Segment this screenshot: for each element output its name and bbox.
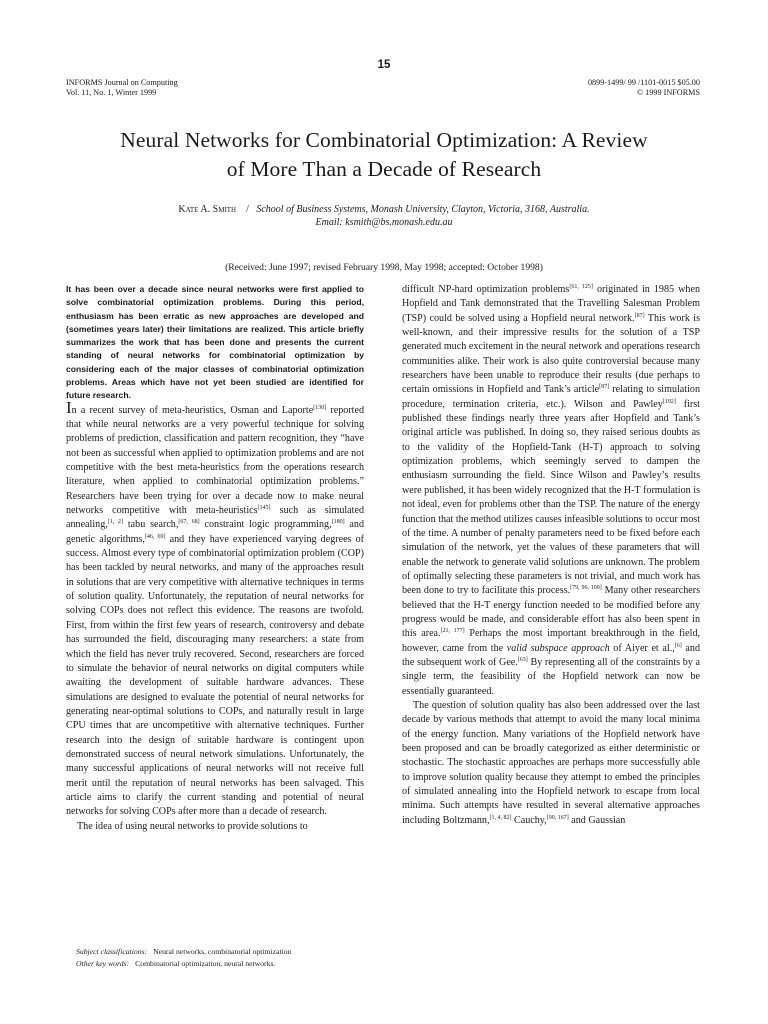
right-column	[402, 283, 700, 828]
citation: [79, 96, 109]	[570, 585, 602, 592]
author-separator: /	[246, 204, 249, 215]
article-title	[40, 126, 728, 184]
keywords-label: Other key words:	[76, 958, 130, 968]
journal-volume: Vol. 11, No. 1, Winter 1999	[66, 88, 157, 98]
citation: [21, 177]	[440, 628, 465, 635]
issn: 0899-1499/ 99 /1101-0015 $05.00	[587, 78, 700, 87]
citation: [192]	[662, 398, 676, 405]
citation: [180]	[331, 519, 345, 526]
drop-cap: I	[66, 397, 72, 417]
title-line-2: of More Than a Decade of Research	[226, 157, 542, 181]
keywords-value: Combinatorial optimization, neural networks.	[135, 958, 276, 968]
left-column	[66, 283, 364, 834]
emphasis: valid subspace approach	[506, 642, 610, 654]
citation: [61, 125]	[569, 284, 593, 290]
copyright-header	[588, 78, 700, 98]
citation: [1, 2]	[107, 519, 124, 526]
citation: [130]	[313, 404, 327, 411]
body-paragraph: The idea of using neural networks to provide solutions to	[77, 820, 308, 832]
page-number: 15	[377, 59, 391, 71]
intro-paragraph: In a recent survey of meta-heuristics, Osman and Laporte[130] reported that while neural networks are a very powerful technique for solving problems of prediction, classification and pattern recognition, they “have not been as successful when applied to optimization problems and are not competitive with the best meta-heuristics from the operations research literature, when applied to combinatorial optimization problems.” Researchers have been trying for over a decade now to make neural networks competitive with meta-heuristics[145] such as simulated annealing,[1, 2] tabu search,[67, 68] constraint logic programming,[180] and genetic algorithms,[46, 69] and they have experienced varying degrees of success. Almost every type of combinatorial optimization problem (COP) has been tackled by neural networks, and many of the approaches result in solutions that are very competitive with alternative techniques in terms of solution quality. Unfortunately, the reputation of neural networks for solving COPs does not reflect this evidence. The reasons are twofold. First, from within the first few years of research, controversy and debate has surrounded the field, discouraging many researchers: a state from which the field has never truly recovered. Second, researchers are forced to simulate the behavior of neural networks on digital computers while awaiting the development of suitable hardware advances. These simulations are designed to evaluate the potential of neural networks for generating near-optimal solutions to COPs, and naturally result in large CPU times that are uncompetitive with alternative techniques. Further research into the design of suitable hardware is contingent upon demonstrated success of neural network simulations. Unfortunately, the many successful applications of neural networks will not receive full merit until the reputation of neural networks has been salvaged. This article aims to clarify the current standing and potential of neural networks for solving COPs after more than a decade of research.	[66, 397, 365, 818]
subject-label: Subject classifications:	[76, 947, 148, 956]
author-block	[40, 203, 728, 229]
received-dates: (Received: June 1997; revised February 1998, May 1998; accepted: October 1998)	[225, 262, 543, 273]
author-email: Email: ksmith@bs.monash.edu.au	[315, 217, 453, 228]
abstract: It has been over a decade since neural networks were first applied to solve combinatorial optimization problems. During this period, enthusiasm has been erratic as new approaches are developed and (sometimes years later) their limitations are realized. This article briefly summarizes the work that has been done and presents the current standing of neural networks for combinatorial optimization by considering each of the major classes of combinatorial optimization problems. Areas which have not yet been studied are identified for future research.	[66, 284, 364, 401]
citation: [90, 167]	[546, 814, 569, 821]
citation: [6]	[674, 642, 682, 649]
journal-header	[66, 78, 178, 98]
author-affiliation: School of Business Systems, Monash University, Clayton, Victoria, 3168, Australia.	[256, 204, 590, 215]
journal-name: INFORMS Journal on Computing	[66, 78, 178, 87]
author-name: Kate A. Smith	[178, 204, 237, 215]
subject-value: Neural networks, combinatorial optimization	[153, 947, 292, 956]
body-paragraph: The question of solution quality has also been addressed over the last decade by various methods that attempt to avoid the many local minima of the energy function. Many variations of the Hopfield network have been proposed and can be broadly categorized as either deterministic or stochastic. The stochastic approaches are perhaps more successfully able to improve solution quality because they attempt to embed the principles of simulated annealing into the Hopfield network to escape from local minima. Such attempts have resulted in several alternative approaches including Boltzmann,[1, 4, 82] Cauchy,[90, 167] and Gaussian	[402, 699, 700, 826]
citation: [67, 68]	[178, 519, 200, 526]
citation: [63]	[517, 656, 528, 663]
copyright: © 1999 INFORMS	[636, 88, 700, 98]
citation: [1, 4, 82]	[489, 814, 512, 821]
citation: [145]	[257, 505, 271, 512]
citation: [87]	[634, 312, 645, 319]
footnote-block	[76, 946, 291, 969]
citation: [46, 69]	[144, 533, 166, 540]
citation: [87]	[599, 384, 610, 391]
title-line-1: Neural Networks for Combinatorial Optimization: A Review	[120, 128, 648, 152]
body-paragraph: difficult NP-hard optimization problems[61, 125] originated in 1985 when Hopfield and Tank demonstrated that the Travelling Salesman Problem (TSP) could be solved using a Hopfield neural network.[87] This work is well-known, and their impressive results for the solution of a TSP generated much excitement in the neural network and operations research communities alike. Their work is also quite controversial because many researchers have been unable to reproduce their results (due perhaps to certain omissions in Hopfield and Tank’s article[87] relating to simulation procedure, termination criteria, etc.). Wilson and Pawley[192] first published these findings nearly three years after Hopfield and Tank’s original article was published. In doing so, they raised serious doubts as to the validity of the Hopfield-Tank (H-T) approach to solving optimization problems, which seemingly served to dampen the enthusiasm surrounding the field. Since Wilson and Pawley’s results were published, it has been widely recognized that the H-T formulation is not ideal, even for problems other than the TSP. The nature of the energy function that the method utilizes causes infeasible solutions to occur most of the time. A number of penalty parameters need to be fixed before each simulation of the network, yet the values of these parameters that will enable the network to generate valid solutions are unknown. The problem of optimally selecting these parameters is not trivial, and much work has been done to try to facilitate this process.[79, 96, 109] Many other researchers believed that the H-T energy function needed to be modified before any progress would be made, and considerable effort has also been spent in this area.[21, 177] Perhaps the most important breakthrough in the field, however, came from the valid subspace approach of Aiyer et al.,[6] and the subsequent work of Gee.[63] By representing all of the constraints by a single term, the feasibility of the Hopfield network can now be essentially guaranteed.	[402, 284, 701, 697]
